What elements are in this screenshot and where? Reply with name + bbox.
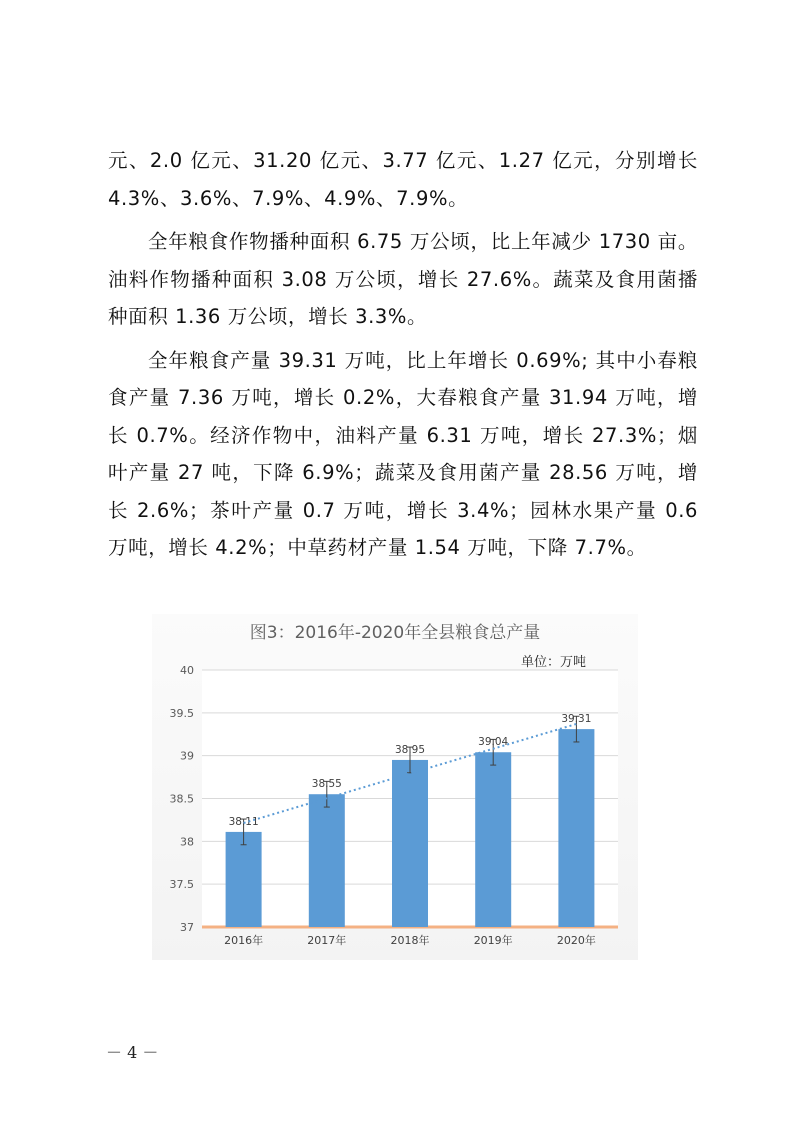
y-tick-label: 37.5 [169,878,194,892]
y-tick-label: 38.5 [169,792,194,806]
page-number: － 4 － [106,1043,159,1062]
data-label: 39.04 [478,736,509,749]
chart-plot [152,614,638,960]
y-tick-label: 37 [180,921,194,934]
data-label: 38.11 [228,815,259,828]
x-tick-label: 2016年 [224,934,264,947]
y-tick-label: 40 [180,664,194,677]
x-tick-label: 2019年 [473,934,513,947]
body-text [108,142,698,567]
paragraph-3: 全年粮食产量 39.31 万吨，比上年增长 0.69%; 其中小春粮食产量 7.36 万吨，增长 0.2%，大春粮食产量 31.94 万吨，增长 0.7%。经济作物中，油料产量 6.31 万吨，增长 27.3%；烟叶产量 27 吨，下降 6.9%；蔬菜及食用菌产量 28.56 万吨，增长 2.6%；茶叶产量 0.7 万吨，增长 3.4%；园林水果产量 0.6 万吨，增长 4.2%；中草药材产量 1.54 万吨，下降 7.7%。 [108,348,698,559]
bar [226,832,262,927]
chart-unit-label: 单位：万吨 [520,655,586,670]
chart-title: 图3：2016年-2020年全县粮食总产量 [249,623,541,643]
x-tick-label: 2020年 [556,934,596,947]
bar [309,794,345,927]
x-tick-label: 2018年 [390,934,430,947]
paragraph-1: 元、2.0 亿元、31.20 亿元、3.77 亿元、1.27 亿元，分别增长 4.3%、3.6%、7.9%、4.9%、7.9%。 [108,149,698,210]
bar [558,729,594,927]
data-label: 38.95 [394,743,426,756]
data-label: 38.55 [311,778,342,791]
bar [475,752,511,927]
y-tick-label: 38 [180,835,194,849]
x-tick-label: 2017年 [307,934,347,947]
y-tick-label: 39 [180,749,194,763]
y-tick-label: 39.5 [169,706,194,720]
paragraph-2: 全年粮食作物播种面积 6.75 万公顷，比上年减少 1730 亩。油料作物播种面积 3.08 万公顷，增长 27.6%。蔬菜及食用菌播种面积 1.36 万公顷，增长 3.3%。 [108,230,698,328]
bar [392,760,428,927]
grain-output-chart [152,614,638,960]
data-label: 39.31 [561,713,592,726]
